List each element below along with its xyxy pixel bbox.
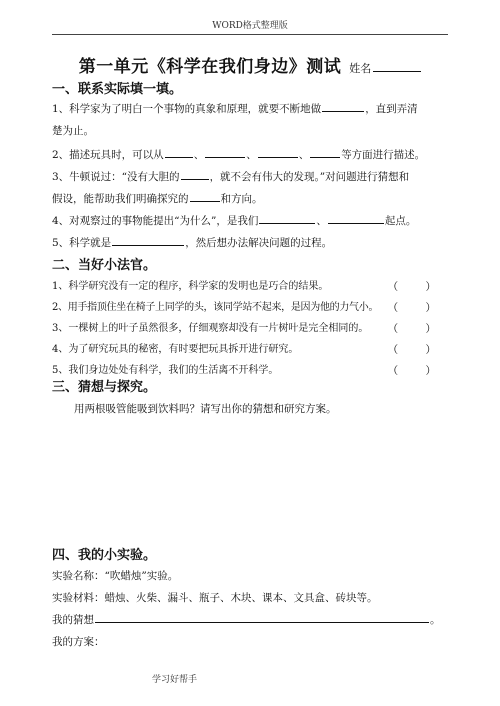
page-footer: 学习好帮手 — [152, 675, 198, 685]
judge-paren-3[interactable]: （ ） — [387, 323, 448, 335]
q3-line2 — [52, 188, 448, 210]
judge-item-5: 5、我们身边处处有科学，我们的生活离不开科学。 — [52, 365, 279, 376]
q4-text-end: 起点。 — [384, 215, 417, 227]
judge-item-1: 1、科学研究没有一定的程序，科学家的发明也是巧合的结果。 — [52, 281, 329, 292]
q1-text-a: 1、科学家为了明白一个事物的真象和原理，就要不断地做 — [52, 103, 322, 115]
section3-heading: 三、猜想与探究。 — [52, 380, 157, 395]
header-rule — [52, 34, 448, 35]
q2-sep-3: 、 — [298, 149, 310, 161]
guess-line — [52, 609, 448, 631]
guess-label: 我的猜想 — [52, 614, 94, 626]
q5-text-a: 5、科学就是 — [52, 237, 112, 249]
q1-line1 — [52, 98, 448, 120]
q4-blank-1[interactable] — [259, 211, 315, 224]
judge-paren-5[interactable]: （ ） — [387, 365, 448, 377]
page-header: WORD格式整理版 — [212, 21, 288, 31]
q3-blank-2[interactable] — [190, 189, 220, 202]
name-label: 姓名 — [349, 62, 372, 75]
q2-blank-3[interactable] — [258, 145, 298, 158]
q1-line2: 楚为止。 — [52, 125, 94, 137]
judge-paren-1[interactable]: （ ） — [387, 281, 448, 293]
judge-item-4: 4、为了研究玩具的秘密，有时要把玩具拆开进行研究。 — [52, 344, 299, 355]
q3-blank-1[interactable] — [181, 167, 209, 180]
q3-text-b: ，就不会有伟大的发现。”对问题进行猜想和 — [209, 171, 410, 183]
experiment-name: 实验名称：“吹蜡烛”实验。 — [52, 570, 179, 582]
q2-text-a: 2、描述玩具时，可以从 — [52, 149, 164, 161]
q2-line — [52, 144, 448, 166]
q1-blank[interactable] — [322, 99, 364, 112]
page-title: 第一单元《科学在我们身边》测试 — [78, 57, 342, 77]
q2-sep-2: 、 — [246, 149, 257, 161]
q2-blank-2[interactable] — [205, 145, 245, 158]
name-blank[interactable] — [373, 59, 421, 72]
q2-sep-1: 、 — [193, 149, 205, 161]
plan-label: 我的方案： — [52, 636, 105, 648]
guess-blank[interactable] — [95, 610, 429, 623]
q5-blank[interactable] — [112, 233, 184, 246]
section2-heading: 二、当好小法官。 — [52, 258, 157, 273]
title-row — [0, 52, 500, 80]
q2-blank-4[interactable] — [310, 145, 340, 158]
q5-text-b: ，然后想办法解决问题的过程。 — [185, 237, 333, 249]
q2-text-end: 等方面进行描述。 — [341, 149, 426, 161]
q3-text-c: 假设，能帮助我们明确探究的 — [52, 193, 189, 205]
guess-end: 。 — [430, 614, 441, 626]
q4-text-a: 4、对观察过的事物能提出“为什么”，是我们 — [52, 215, 259, 227]
judge-paren-4[interactable]: （ ） — [387, 344, 448, 356]
section1-heading: 一、联系实际填一填。 — [52, 82, 183, 97]
judge-item-2: 2、用手指顶住坐在椅子上同学的头，该同学站不起来，是因为他的力气小。 — [52, 302, 379, 313]
q3-text-d: 和方向。 — [220, 193, 263, 205]
judge-item-3: 3、一棵树上的叶子虽然很多，仔细观察却没有一片树叶是完全相同的。 — [52, 323, 369, 334]
section4-heading: 四、我的小实验。 — [52, 548, 157, 563]
q1-text-b: ，直到弄清 — [365, 103, 418, 115]
section3-prompt: 用两根吸管能吸到饮料吗？请写出你的猜想和研究方案。 — [74, 403, 337, 415]
experiment-materials: 实验材料：蜡烛、火柴、漏斗、瓶子、木块、课本、文具盒、砖块等。 — [52, 592, 378, 604]
q4-sep: 、 — [316, 215, 327, 227]
q3-text-a: 3、牛顿说过：“没有大胆的 — [52, 171, 180, 183]
q2-blank-1[interactable] — [165, 145, 193, 158]
q4-line — [52, 210, 448, 232]
judge-paren-2[interactable]: （ ） — [387, 302, 448, 314]
q4-blank-2[interactable] — [328, 211, 384, 224]
q3-line1 — [52, 166, 448, 188]
q5-line — [52, 232, 448, 254]
